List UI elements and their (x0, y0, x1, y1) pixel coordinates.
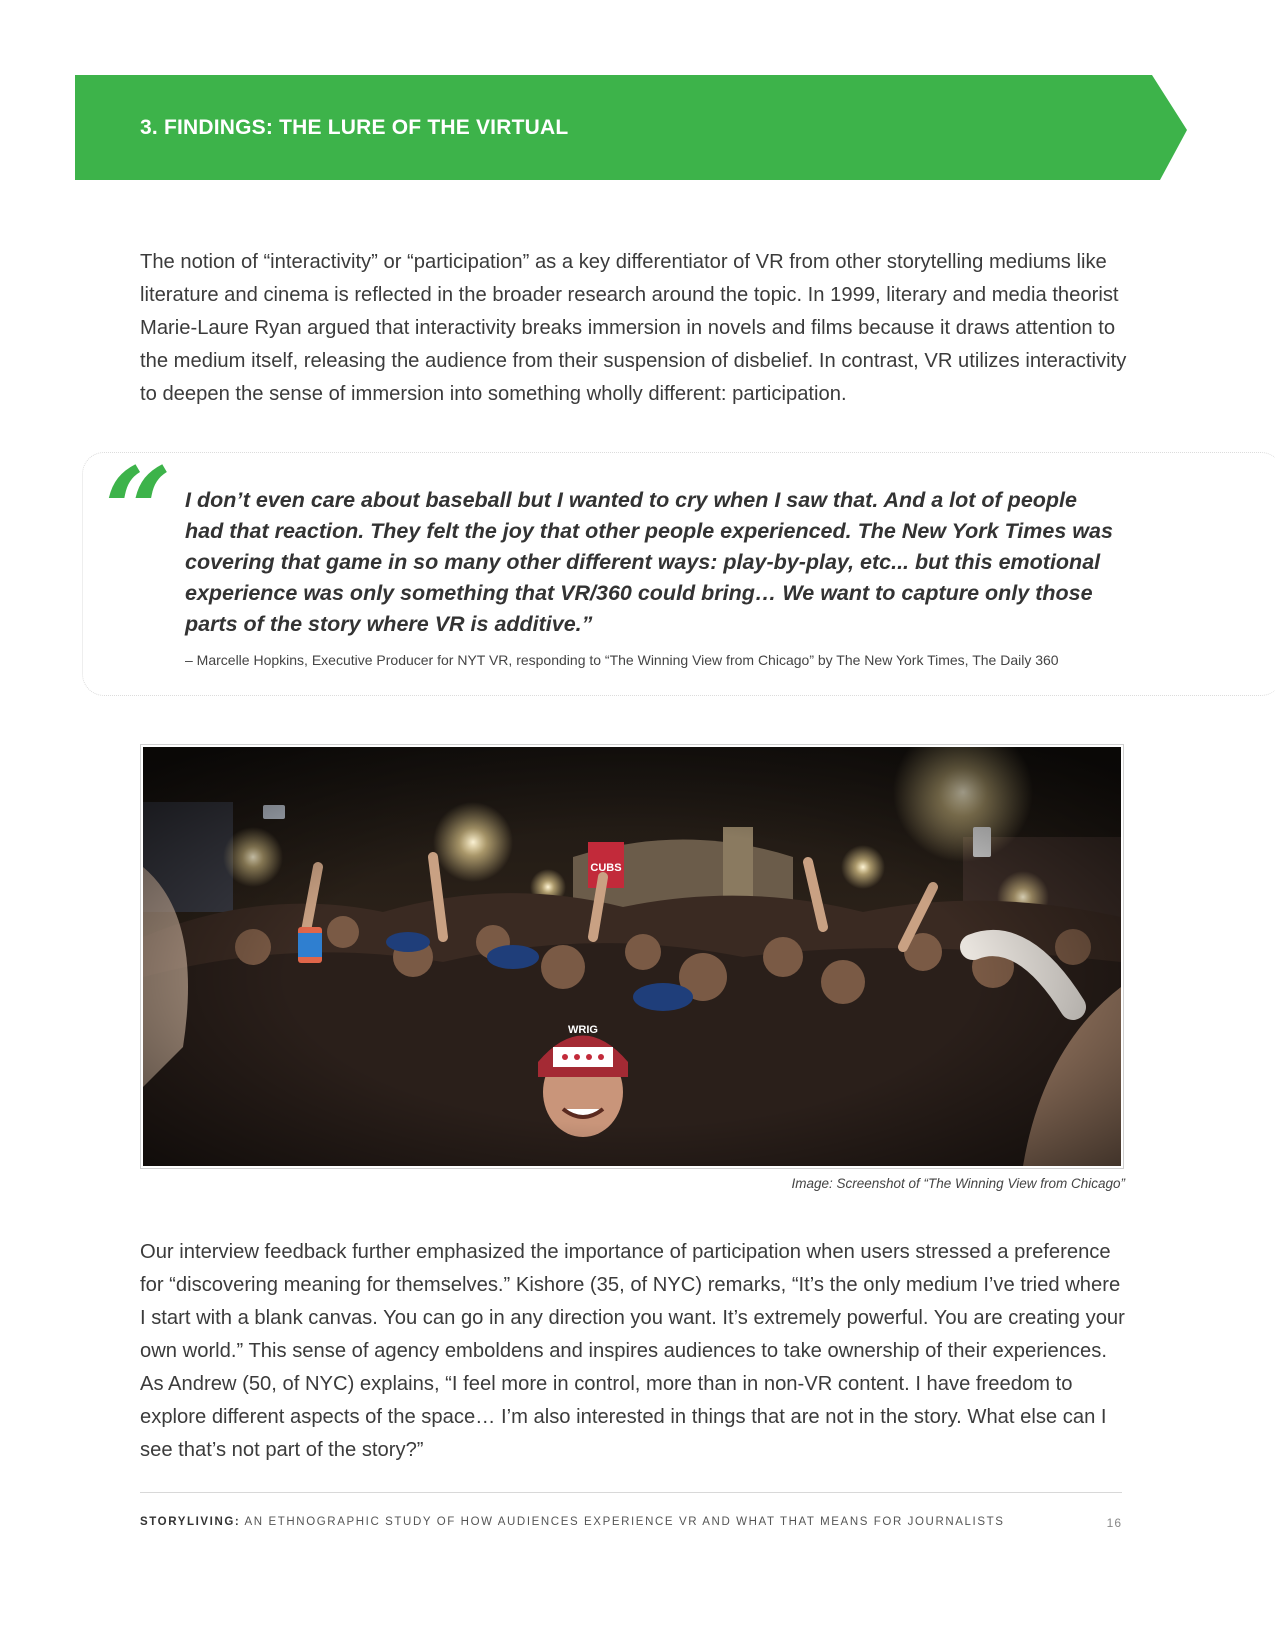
page-number: 16 (1106, 1516, 1122, 1530)
crowd-celebration-photo (143, 747, 1121, 1166)
footer-subtitle: AN ETHNOGRAPHIC STUDY OF HOW AUDIENCES EXPERIENCE VR AND WHAT THAT MEANS FOR JOURNALISTS (244, 1516, 1005, 1528)
section-banner (75, 75, 1187, 180)
footer-brand: STORYLIVING: (140, 1516, 241, 1528)
quote-mark-icon: “ (104, 441, 172, 580)
body-paragraph: Our interview feedback further emphasized the importance of participation when users stressed a preference for “discovering meaning for themselves.” Kishore (35, of NYC) remarks, “It’s the only medium I’ve tried where I start with a blank canvas. You can go in any direction you want. It’s extremely powerful. You are creating your own world.” This sense of agency emboldens and inspires audiences to take ownership of their experiences. As Andrew (50, of NYC) explains, “I feel more in control, more than in non-VR content. I have freedom to explore different aspects of the space… I’m also interested in things that are not in the story. What else can I see that’s not part of the story?” (140, 1241, 1125, 1461)
image-caption: Image: Screenshot of “The Winning View from Chicago” (791, 1176, 1125, 1191)
intro-paragraph: The notion of “interactivity” or “participation” as a key differentiator of VR from other storytelling mediums like literature and cinema is reflected in the broader research around the topic. In 1999, literary and media theorist Marie-Laure Ryan argued that interactivity breaks immersion in novels and films because it draws attention to the medium itself, releasing the audience from their suspension of disbelief. In contrast, VR utilizes interactivity to deepen the sense of immersion into something wholly different: participation. (140, 251, 1127, 405)
crowd-photo-illustration (143, 747, 1121, 1166)
figure-frame (140, 744, 1124, 1169)
pull-quote-body: I don’t even care about baseball but I wanted to cry when I saw that. And a lot of people had that reaction. They felt the joy that other people experienced. The New York Times was covering that game in so many other different ways: play-by-play, etc... but this emotional experience was only something that VR/360 could bring… We want to capture only those parts of the story where VR is additive. (185, 488, 1113, 636)
pull-quote-closing-mark: ” (581, 612, 593, 636)
section-title: 3. FINDINGS: THE LURE OF THE VIRTUAL (140, 116, 569, 139)
pull-quote-attribution: – Marcelle Hopkins, Executive Producer for NYT VR, responding to “The Winning View from Chicago” by The New York Times, The Daily 360 (185, 652, 1059, 668)
footer-divider (140, 1492, 1122, 1493)
pull-quote-text (185, 485, 1120, 640)
footer (140, 1516, 1122, 1528)
